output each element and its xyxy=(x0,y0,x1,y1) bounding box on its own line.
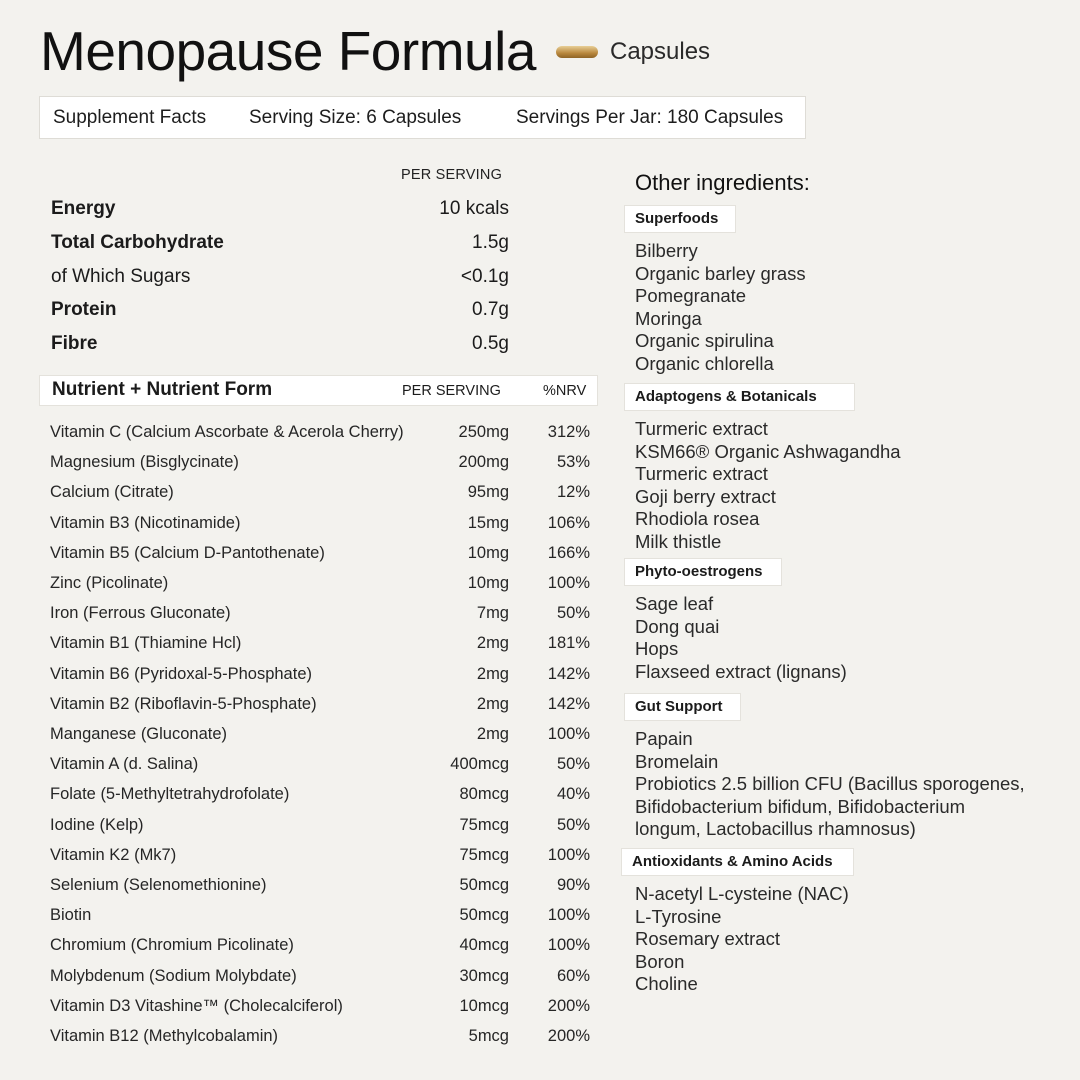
nutrient-name: Molybdenum (Sodium Molybdate) xyxy=(50,966,297,985)
format-label: Capsules xyxy=(610,38,711,65)
nutrient-name: Vitamin B3 (Nicotinamide) xyxy=(50,513,241,532)
nutrient-nrv: 50% xyxy=(556,604,590,623)
nutrient-nrv: 100% xyxy=(547,574,590,592)
nutrient-name: Calcium (Citrate) xyxy=(50,483,174,502)
nutrient-amount: 10mg xyxy=(467,543,509,562)
nutrient-nrv: 106% xyxy=(547,513,590,532)
nutrient-nrv: 166% xyxy=(547,543,590,562)
serving-size: Serving Size: 6 Capsules xyxy=(249,106,462,128)
energy-row xyxy=(51,266,509,300)
energy-row xyxy=(51,299,509,333)
nutrient-row xyxy=(50,483,590,513)
nutrient-nrv: 100% xyxy=(547,845,590,864)
nutrient-row xyxy=(50,634,590,664)
nutrient-row xyxy=(50,755,590,785)
energy-label: of Which Sugars xyxy=(51,266,191,287)
nutrient-amount: 2mg xyxy=(476,634,509,653)
nutrient-name: Vitamin K2 (Mk7) xyxy=(50,845,177,864)
ingredient-item: Probiotics 2.5 billion CFU (Bacillus sporogenes, xyxy=(635,773,1025,794)
ingredient-item: Organic barley grass xyxy=(635,262,806,284)
ingredient-category-tag: Adaptogens & Botanicals xyxy=(624,383,855,411)
nutrient-nrv: 60% xyxy=(556,966,590,985)
ingredient-item: Turmeric extract xyxy=(635,463,768,484)
ingredient-item: KSM66® Organic Ashwagandha xyxy=(635,440,901,462)
ingredient-item: Milk thistle xyxy=(635,530,722,552)
nutrient-row xyxy=(50,544,590,574)
servings-per-jar: Servings Per Jar: 180 Capsules xyxy=(516,106,784,128)
nutrient-row xyxy=(50,725,590,755)
format-indicator xyxy=(556,30,710,74)
nutrient-name: Vitamin B6 (Pyridoxal-5-Phosphate) xyxy=(50,664,312,683)
nutrient-row xyxy=(50,785,590,815)
ingredient-item: Goji berry extract xyxy=(635,485,776,507)
nutrient-row xyxy=(50,574,590,604)
nutrient-amount: 10mcg xyxy=(459,996,509,1015)
ingredient-item: Boron xyxy=(635,950,685,972)
nutrient-row xyxy=(50,695,590,725)
ingredient-category-tag: Phyto-oestrogens xyxy=(624,558,782,586)
nutrient-column-header: Nutrient + Nutrient Form xyxy=(52,379,273,400)
ingredient-item: Papain xyxy=(635,728,693,749)
nutrient-row xyxy=(50,514,590,544)
page-title: Menopause Formula xyxy=(40,20,536,82)
nutrient-row xyxy=(50,967,590,997)
ingredient-list xyxy=(635,883,1065,996)
nutrient-name: Selenium (Selenomethionine) xyxy=(50,876,267,894)
nutrient-row xyxy=(50,997,590,1027)
energy-label: Protein xyxy=(51,299,117,320)
nutrient-amount: 250mg xyxy=(458,423,509,441)
nutrient-name: Biotin xyxy=(50,906,92,925)
energy-value: <0.1g xyxy=(460,266,509,287)
energy-row xyxy=(51,198,509,232)
nutrient-table-header xyxy=(39,375,598,406)
nutrient-row xyxy=(50,936,590,966)
nutrient-nrv: 312% xyxy=(547,423,590,441)
ingredient-item: Bifidobacterium bifidum, Bifidobacterium xyxy=(635,795,966,817)
nutrient-amount: 400mcg xyxy=(450,755,509,774)
ingredient-list xyxy=(635,418,1065,553)
nutrient-name: Vitamin B2 (Riboflavin-5-Phosphate) xyxy=(50,694,317,713)
nutrient-amount: 2mg xyxy=(476,694,509,713)
nutrient-amount: 5mcg xyxy=(468,1027,509,1045)
energy-row xyxy=(51,333,509,367)
energy-value: 10 kcals xyxy=(439,198,509,219)
nutrient-row xyxy=(50,876,590,906)
ingredient-item: Bromelain xyxy=(635,750,719,772)
nutrient-amount: 2mg xyxy=(476,725,509,743)
nutrient-nrv: 53% xyxy=(556,453,590,472)
supplement-facts-label: Supplement Facts xyxy=(53,106,207,128)
ingredient-item: Sage leaf xyxy=(635,593,714,614)
nutrient-name: Vitamin C (Calcium Ascorbate & Acerola Cherry) xyxy=(50,423,404,441)
ingredient-item: Moringa xyxy=(635,307,702,329)
ingredient-item: Bilberry xyxy=(635,240,698,261)
nutrient-row xyxy=(50,1027,590,1057)
ingredient-list xyxy=(635,728,1065,841)
ingredient-category-tag: Superfoods xyxy=(624,205,736,233)
nutrient-name: Vitamin B1 (Thiamine Hcl) xyxy=(50,634,242,653)
nutrient-nrv: 40% xyxy=(556,785,590,804)
ingredient-item: Organic spirulina xyxy=(635,330,774,351)
ingredient-item: Rosemary extract xyxy=(635,928,780,949)
energy-row xyxy=(51,232,509,266)
ingredient-item: Dong quai xyxy=(635,615,720,637)
nutrient-name: Zinc (Picolinate) xyxy=(50,574,169,592)
nutrient-row xyxy=(50,453,590,483)
nutrient-amount: 200mg xyxy=(458,453,509,472)
nutrient-nrv: 200% xyxy=(547,1027,590,1045)
nutrient-amount: 50mcg xyxy=(459,906,509,925)
nutrient-name: Manganese (Gluconate) xyxy=(50,725,228,743)
ingredient-category-tag: Antioxidants & Amino Acids xyxy=(621,848,854,876)
energy-value: 0.7g xyxy=(472,299,509,320)
ingredient-category-tag: Gut Support xyxy=(624,693,741,721)
other-ingredients-title: Other ingredients: xyxy=(635,170,810,195)
nutrient-name: Iron (Ferrous Gluconate) xyxy=(50,604,231,623)
ingredient-item: Choline xyxy=(635,973,698,994)
energy-value: 1.5g xyxy=(472,232,509,253)
ingredient-item: Organic chlorella xyxy=(635,352,774,374)
ingredient-item: Pomegranate xyxy=(635,285,747,306)
ingredient-item: Rhodiola rosea xyxy=(635,508,760,529)
ingredient-item: Turmeric extract xyxy=(635,418,768,439)
ingredient-item: Flaxseed extract (lignans) xyxy=(635,660,847,682)
nutrient-nrv: 12% xyxy=(556,483,590,502)
ingredient-item: N-acetyl L-cysteine (NAC) xyxy=(635,883,849,904)
nutrient-nrv: 181% xyxy=(547,634,590,653)
nutrient-name: Vitamin A (d. Salina) xyxy=(50,755,199,774)
energy-label: Fibre xyxy=(51,333,98,354)
nutrient-row xyxy=(50,906,590,936)
nutrient-nrv: 100% xyxy=(547,936,590,955)
nutrient-nrv: 100% xyxy=(547,725,590,743)
nutrient-amount: 7mg xyxy=(476,604,509,623)
nutrient-name: Vitamin B5 (Calcium D-Pantothenate) xyxy=(50,543,325,562)
ingredient-list xyxy=(635,593,1065,683)
nutrient-name: Magnesium (Bisglycinate) xyxy=(50,453,239,472)
nutrient-amount: 95mg xyxy=(467,483,509,502)
ingredient-item: longum, Lactobacillus rhamnosus) xyxy=(635,818,916,839)
nutrient-nrv: 50% xyxy=(556,755,590,774)
nutrient-amount: 10mg xyxy=(467,574,509,592)
energy-value: 0.5g xyxy=(472,333,509,354)
per-serving-column-header: PER SERVING xyxy=(402,383,501,399)
nutrient-amount: 30mcg xyxy=(459,966,509,985)
nutrient-nrv: 90% xyxy=(556,876,590,894)
nutrient-amount: 75mcg xyxy=(459,815,509,834)
per-serving-header: PER SERVING xyxy=(401,167,503,183)
capsule-icon xyxy=(556,46,598,58)
nutrient-nrv: 200% xyxy=(547,996,590,1015)
nutrient-amount: 15mg xyxy=(467,513,509,532)
nrv-column-header: %NRV xyxy=(543,383,587,399)
nutrient-amount: 2mg xyxy=(476,664,509,683)
ingredient-item: L-Tyrosine xyxy=(635,905,722,927)
nutrient-name: Folate (5-Methyltetrahydrofolate) xyxy=(50,785,290,804)
nutrient-row xyxy=(50,816,590,846)
nutrient-name: Vitamin B12 (Methylcobalamin) xyxy=(50,1027,279,1045)
nutrient-row xyxy=(50,604,590,634)
nutrient-row xyxy=(50,665,590,695)
nutrient-amount: 80mcg xyxy=(459,785,509,804)
energy-label: Total Carbohydrate xyxy=(51,232,224,253)
nutrient-nrv: 50% xyxy=(556,815,590,834)
nutrient-row xyxy=(50,423,590,453)
nutrient-nrv: 100% xyxy=(547,906,590,925)
supplement-facts-bar xyxy=(39,96,806,139)
energy-label: Energy xyxy=(51,198,116,219)
nutrient-amount: 75mcg xyxy=(459,845,509,864)
nutrient-amount: 40mcg xyxy=(459,936,509,955)
nutrient-nrv: 142% xyxy=(547,664,590,683)
ingredient-list xyxy=(635,240,1065,375)
nutrient-amount: 50mcg xyxy=(459,876,509,894)
nutrient-name: Chromium (Chromium Picolinate) xyxy=(50,936,294,955)
nutrient-nrv: 142% xyxy=(547,694,590,713)
ingredient-item: Hops xyxy=(635,638,679,659)
nutrient-row xyxy=(50,846,590,876)
nutrient-name: Iodine (Kelp) xyxy=(50,815,144,834)
nutrient-name: Vitamin D3 Vitashine™ (Cholecalciferol) xyxy=(50,996,343,1015)
